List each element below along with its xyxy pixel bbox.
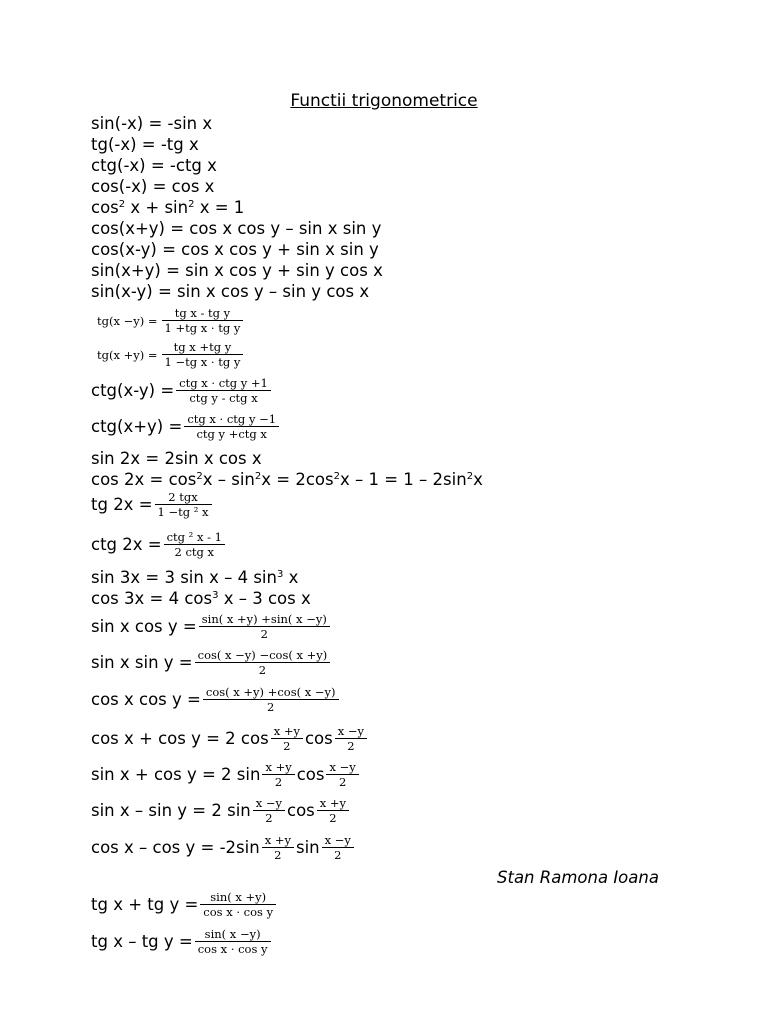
text: x = 2cos bbox=[261, 470, 334, 489]
fraction bbox=[195, 648, 331, 677]
numerator: ctg ² x - 1 bbox=[166, 530, 222, 544]
formula-cos-plus-cos bbox=[91, 724, 369, 753]
formula-lhs: sin x cos y = bbox=[91, 616, 197, 636]
exponent: 3 bbox=[276, 569, 284, 580]
denominator: 2 ctg x bbox=[164, 544, 225, 559]
numerator: 2 tgx bbox=[168, 490, 198, 504]
exponent: 2 bbox=[188, 199, 195, 210]
fraction bbox=[155, 490, 212, 519]
text: x – sin bbox=[202, 470, 255, 489]
formula-ctg-sum bbox=[91, 412, 281, 441]
formula-tg-sum bbox=[97, 340, 245, 369]
numerator: sin( x +y) bbox=[210, 890, 267, 904]
fraction bbox=[176, 376, 271, 405]
formula-cos-double bbox=[91, 470, 483, 490]
fraction bbox=[199, 612, 330, 641]
numerator: x +y bbox=[319, 796, 347, 810]
fraction bbox=[162, 306, 244, 335]
formula-sin-diff: sin(x-y) = sin x cos y – sin y cos x bbox=[91, 282, 370, 301]
exponent: 2 bbox=[466, 471, 474, 482]
denominator: 2 bbox=[253, 810, 285, 825]
formula-cosx-cosy bbox=[91, 685, 341, 714]
formula-cos-minus-cos bbox=[91, 833, 356, 862]
formula-ctg-double bbox=[91, 530, 227, 559]
formula-lhs: sin x sin y = bbox=[91, 652, 193, 672]
denominator: ctg y +ctg x bbox=[184, 426, 279, 441]
formula-sin-triple bbox=[91, 568, 298, 588]
fraction bbox=[262, 833, 294, 862]
fraction bbox=[271, 724, 303, 753]
numerator: sin( x −y) bbox=[204, 927, 261, 941]
fraction bbox=[335, 724, 367, 753]
denominator: cos x · cos y bbox=[200, 904, 276, 919]
fraction bbox=[200, 890, 276, 919]
denominator: 2 bbox=[199, 626, 330, 641]
text: x = 1 bbox=[194, 198, 245, 217]
formula-lhs: cos x + cos y = 2 cos bbox=[91, 728, 269, 748]
text: x – 3 cos x bbox=[218, 589, 311, 608]
formula-sin-plus-cos bbox=[91, 760, 361, 789]
denominator: 2 bbox=[262, 847, 294, 862]
exponent: 2 bbox=[333, 471, 340, 482]
formula-sin-minus-sin bbox=[91, 796, 351, 825]
denominator: 2 bbox=[317, 810, 349, 825]
numerator: x +y bbox=[264, 833, 291, 847]
formula-sin-sum: sin(x+y) = sin x cos y + sin y cos x bbox=[91, 261, 383, 280]
formula-lhs: sin x – sin y = 2 sin bbox=[91, 800, 251, 820]
text: cos 2x = cos bbox=[91, 470, 197, 489]
formula-lhs: tg x – tg y = bbox=[91, 931, 193, 951]
text: x + sin bbox=[125, 198, 189, 217]
text: x bbox=[283, 568, 299, 587]
formula-lhs: cos x – cos y = -2sin bbox=[91, 837, 260, 857]
fraction bbox=[322, 833, 354, 862]
fraction bbox=[195, 927, 271, 956]
fraction bbox=[317, 796, 349, 825]
denominator: 1 +tg x · tg y bbox=[162, 320, 244, 335]
numerator: ctg x · ctg y −1 bbox=[187, 412, 277, 426]
text: cos 3x = 4 cos bbox=[91, 589, 213, 608]
denominator: 2 bbox=[322, 847, 354, 862]
fraction bbox=[184, 412, 279, 441]
formula-cos-even: cos(-x) = cos x bbox=[91, 177, 215, 196]
fraction bbox=[326, 760, 358, 789]
text: sin bbox=[295, 837, 320, 857]
formula-sin-odd: sin(-x) = -sin x bbox=[91, 114, 213, 133]
numerator: cos( x −y) −cos( x +y) bbox=[197, 648, 328, 662]
text: cos bbox=[91, 198, 119, 217]
formula-lhs: ctg(x-y) = bbox=[91, 380, 175, 400]
denominator: 2 bbox=[262, 774, 294, 789]
numerator: x −y bbox=[337, 724, 365, 738]
formula-tg-double bbox=[91, 490, 214, 519]
denominator: 2 bbox=[326, 774, 358, 789]
exponent: 2 bbox=[118, 199, 126, 210]
fraction bbox=[164, 530, 225, 559]
fraction bbox=[253, 796, 285, 825]
numerator: tg x - tg y bbox=[174, 306, 231, 320]
formula-lhs: cos x cos y = bbox=[91, 689, 201, 709]
numerator: sin( x +y) +sin( x −y) bbox=[201, 612, 327, 626]
formula-tg-plus-tg bbox=[91, 890, 278, 919]
formula-cos-triple bbox=[91, 589, 311, 609]
formula-lhs: tg(x +y) = bbox=[97, 347, 158, 362]
fraction bbox=[262, 760, 294, 789]
text: x – 1 = 1 – 2sin bbox=[339, 470, 467, 489]
text: x bbox=[473, 470, 483, 489]
formula-lhs: tg(x −y) = bbox=[97, 313, 158, 328]
formula-ctg-odd: ctg(-x) = -ctg x bbox=[91, 156, 217, 175]
text: sin 3x = 3 sin x – 4 sin bbox=[91, 568, 277, 587]
numerator: ctg x · ctg y +1 bbox=[179, 376, 268, 390]
numerator: x −y bbox=[255, 796, 283, 810]
numerator: x −y bbox=[324, 833, 351, 847]
formula-sinx-siny bbox=[91, 648, 332, 677]
denominator: 2 bbox=[203, 699, 339, 714]
denominator: 1 −tg ² x bbox=[155, 504, 212, 519]
formula-ctg-diff bbox=[91, 376, 273, 405]
numerator: x −y bbox=[329, 760, 356, 774]
numerator: cos( x +y) +cos( x −y) bbox=[205, 685, 336, 699]
formula-tg-diff bbox=[97, 306, 245, 335]
formula-pythagorean bbox=[91, 198, 244, 218]
text: cos bbox=[304, 728, 333, 748]
exponent: 2 bbox=[196, 471, 203, 482]
formula-lhs: ctg(x+y) = bbox=[91, 416, 183, 436]
denominator: ctg y - ctg x bbox=[176, 390, 271, 405]
author-signature: Stan Ramona Ioana bbox=[497, 868, 659, 887]
formula-sinx-cosy bbox=[91, 612, 332, 641]
formula-lhs: tg x + tg y = bbox=[91, 894, 199, 914]
formula-lhs: sin x + cos y = 2 sin bbox=[91, 764, 261, 784]
text: cos bbox=[296, 764, 325, 784]
numerator: x +y bbox=[265, 760, 292, 774]
denominator: cos x · cos y bbox=[195, 941, 271, 956]
numerator: x +y bbox=[273, 724, 300, 738]
denominator: 2 bbox=[271, 738, 303, 753]
fraction bbox=[162, 340, 244, 369]
formula-tg-odd: tg(-x) = -tg x bbox=[91, 135, 199, 154]
formula-cos-diff: cos(x-y) = cos x cos y + sin x sin y bbox=[91, 240, 379, 259]
text: cos bbox=[287, 800, 315, 820]
exponent: 2 bbox=[254, 471, 262, 482]
numerator: tg x +tg y bbox=[173, 340, 232, 354]
formula-tg-minus-tg bbox=[91, 927, 273, 956]
formula-cos-sum: cos(x+y) = cos x cos y – sin x sin y bbox=[91, 219, 382, 238]
denominator: 2 bbox=[195, 662, 331, 677]
exponent: 3 bbox=[212, 590, 219, 601]
formula-sin-double: sin 2x = 2sin x cos x bbox=[91, 449, 262, 468]
page-title: Functii trigonometrice bbox=[290, 91, 478, 111]
denominator: 1 −tg x · tg y bbox=[162, 354, 244, 369]
formula-lhs: ctg 2x = bbox=[91, 534, 162, 554]
denominator: 2 bbox=[335, 738, 367, 753]
formula-lhs: tg 2x = bbox=[91, 494, 153, 514]
fraction bbox=[203, 685, 339, 714]
